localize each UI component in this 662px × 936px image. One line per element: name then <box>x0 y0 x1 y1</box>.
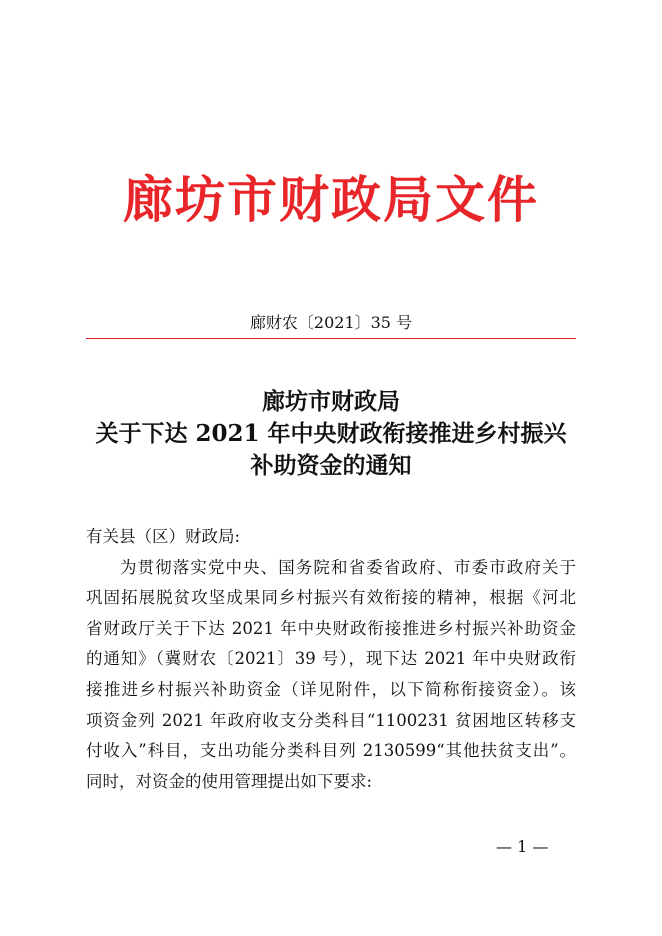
paragraph-line: 省财政厅关于下达 2021 年中央财政衔接推进乡村振兴补助资金 <box>86 618 576 638</box>
paragraph-line: 接推进乡村振兴补助资金（详见附件，以下简称衔接资金）。该 <box>86 679 576 699</box>
paragraph-line: 巩固拓展脱贫攻坚成果同乡村振兴有效衔接的精神，根据《河北 <box>86 588 576 608</box>
paragraph-line: 项资金列 2021 年政府收支分类科目“1100231 贫困地区转移支 <box>86 710 576 730</box>
paragraph-line: 的通知》（冀财农〔2021〕39 号），现下达 2021 年中央财政衔 <box>86 649 576 669</box>
paragraph-line: 付收入”科目，支出功能分类科目列 2130599“其他扶贫支出”。 <box>86 741 576 761</box>
addressee: 有关县（区）财政局: <box>86 527 241 546</box>
paragraph-line: 为贯彻落实党中央、国务院和省委省政府、市委市政府关于 <box>120 557 576 577</box>
document-title <box>60 386 602 482</box>
title-line-1: 廊坊市财政局 <box>262 388 400 415</box>
document-number: 廊财农〔2021〕35 号 <box>249 313 413 332</box>
title-line-2: 关于下达 2021 年中央财政衔接推进乡村振兴 <box>95 420 567 447</box>
issuing-authority-header: 廊坊市财政局文件 <box>123 170 539 229</box>
page-number: — 1 — <box>496 837 549 856</box>
paragraph-line: 同时，对资金的使用管理提出如下要求: <box>86 771 373 791</box>
document-body <box>86 522 576 797</box>
title-line-3: 补助资金的通知 <box>250 452 412 479</box>
red-separator-line <box>86 338 576 339</box>
